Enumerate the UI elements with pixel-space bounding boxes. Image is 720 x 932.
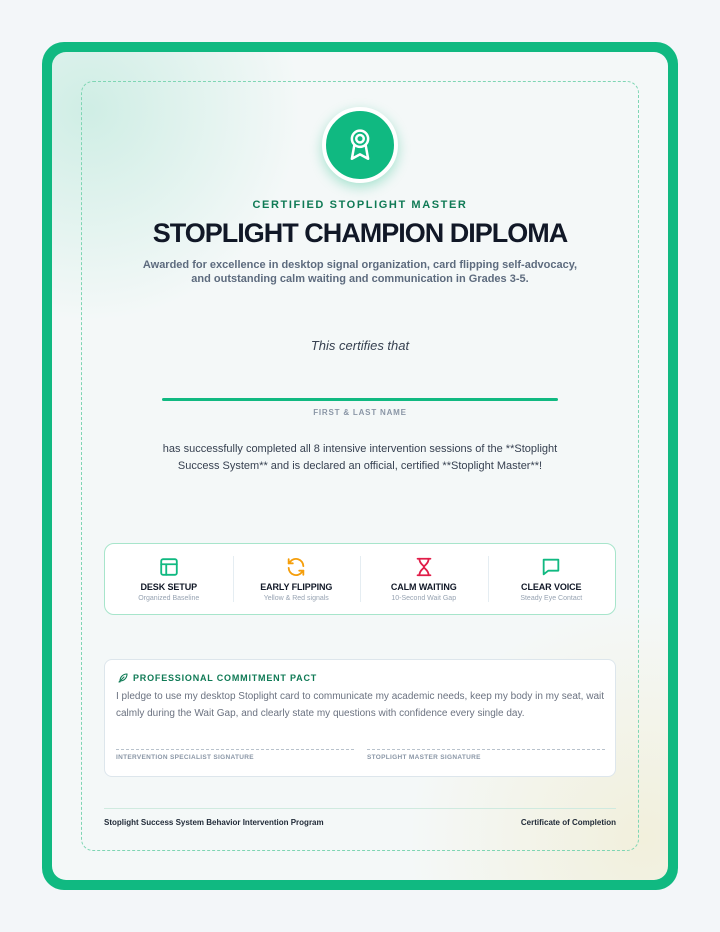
skill-early-flipping xyxy=(233,544,361,614)
skill-name: CLEAR VOICE xyxy=(521,582,582,592)
skill-desk-setup xyxy=(105,544,233,614)
pact-heading xyxy=(117,672,317,684)
layout-icon xyxy=(158,556,180,578)
hourglass-icon xyxy=(413,556,435,578)
skill-desc: 10-Second Wait Gap xyxy=(391,595,457,602)
skill-name: CALM WAITING xyxy=(390,582,457,592)
name-signature-line[interactable] xyxy=(162,398,558,401)
pact-text: I pledge to use my desktop Stoplight card to communicate my academic needs, keep my body in my seat, wait calmly during the Wait Gap, and clearly state my questions with confidence every single day. xyxy=(116,691,605,719)
skills-panel xyxy=(104,543,616,615)
pact-heading-text: PROFESSIONAL COMMITMENT PACT xyxy=(133,673,318,683)
refresh-icon xyxy=(285,556,307,578)
award-badge xyxy=(322,107,398,183)
award-icon xyxy=(345,127,375,163)
certificate-title: STOPLIGHT CHAMPION DIPLOMA xyxy=(152,218,568,248)
specialist-signature-line[interactable]: INTERVENTION SPECIALIST SIGNATURE xyxy=(116,749,354,761)
completion-text: has successfully completed all 8 intensive intervention sessions of the **Stoplight Success System** and is declared an official, certified **Stoplight Master**! xyxy=(162,443,558,472)
skill-desc: Steady Eye Contact xyxy=(520,595,583,602)
skill-calm-waiting xyxy=(360,544,488,614)
skill-desc: Organized Baseline xyxy=(138,595,200,602)
commitment-pact xyxy=(104,659,616,777)
certificate-eyebrow: CERTIFIED STOPLIGHT MASTER xyxy=(252,199,468,211)
skill-name: EARLY FLIPPING xyxy=(260,582,333,592)
feather-icon xyxy=(117,672,129,684)
skill-name: DESK SETUP xyxy=(140,582,197,592)
footer-program: Stoplight Success System Behavior Intervention Program xyxy=(104,818,324,827)
skill-clear-voice xyxy=(488,544,616,614)
certificate-paper xyxy=(52,52,668,880)
certificate-frame xyxy=(42,42,678,890)
footer-completion: Certificate of Completion xyxy=(520,818,616,827)
skill-desc: Yellow & Red signals xyxy=(263,595,329,602)
message-icon xyxy=(540,556,562,578)
name-label: FIRST & LAST NAME xyxy=(313,408,407,417)
certificate-subtitle: Awarded for excellence in desktop signal organization, card flipping self-advocacy, and outstanding calm waiting and communication in Grades 3-5. xyxy=(142,259,578,285)
master-signature-line[interactable]: STOPLIGHT MASTER SIGNATURE xyxy=(367,749,605,761)
footer-divider xyxy=(104,808,616,809)
certifies-text: This certifies that xyxy=(310,338,410,353)
